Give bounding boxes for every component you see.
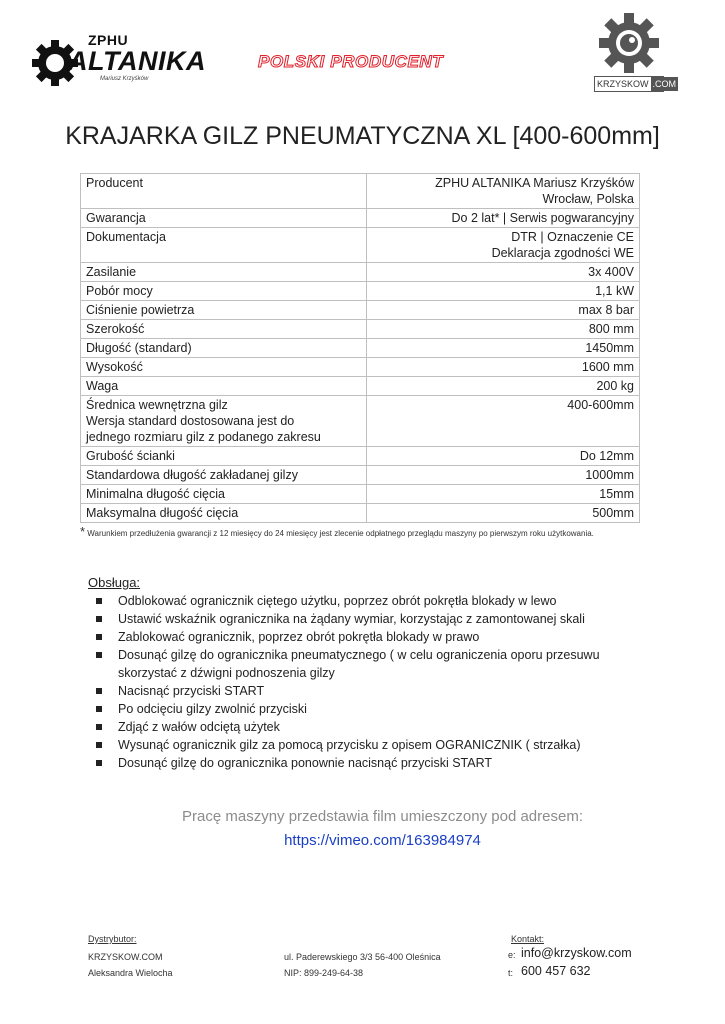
table-row bbox=[81, 358, 640, 377]
table-row bbox=[81, 504, 640, 523]
spec-value: 500mm bbox=[367, 504, 640, 523]
table-row bbox=[81, 263, 640, 282]
table-row bbox=[81, 377, 640, 396]
list-item: Zdjąć z wałów odciętą użytek bbox=[96, 718, 656, 736]
phone-prefix: t: bbox=[508, 968, 514, 978]
spec-label: Średnica wewnętrzna gilz Wersja standard dostosowana jest do jednego rozmiaru gilz z podanego zakresu bbox=[81, 396, 367, 447]
bullet-icon bbox=[96, 706, 102, 712]
instructions-list bbox=[96, 592, 656, 772]
table-row bbox=[81, 301, 640, 320]
spec-value: 1600 mm bbox=[367, 358, 640, 377]
list-item: Wysunąć ogranicznik gilz za pomocą przycisku z opisem OGRANICZNIK ( strzałka) bbox=[96, 736, 656, 754]
spec-label: Szerokość bbox=[81, 320, 367, 339]
list-item: Zablokować ogranicznik, poprzez obrót pokrętła blokady w prawo bbox=[96, 628, 656, 646]
spec-label: Gwarancja bbox=[81, 209, 367, 228]
email-prefix: e: bbox=[508, 950, 516, 960]
distributor-name: KRZYSKOW.COM bbox=[88, 952, 163, 962]
vimeo-link[interactable]: https://vimeo.com/163984974 bbox=[284, 832, 481, 849]
spec-label: Zasilanie bbox=[81, 263, 367, 282]
logo-name-text: ALTANIKA bbox=[68, 46, 206, 76]
spec-value: 3x 400V bbox=[367, 263, 640, 282]
table-row bbox=[81, 209, 640, 228]
list-item: Ustawić wskaźnik ogranicznika na żądany wymiar, korzystając z zamontowanej skali bbox=[96, 610, 656, 628]
bullet-icon bbox=[96, 742, 102, 748]
spec-value: 1000mm bbox=[367, 466, 640, 485]
contact-email[interactable]: info@krzyskow.com bbox=[521, 946, 632, 960]
spec-value: DTR | Oznaczenie CE Deklaracja zgodności WE bbox=[367, 228, 640, 263]
spec-label: Maksymalna długość cięcia bbox=[81, 504, 367, 523]
spec-label: Waga bbox=[81, 377, 367, 396]
list-item: Po odcięciu gilzy zwolnić przyciski bbox=[96, 700, 656, 718]
spec-value: 15mm bbox=[367, 485, 640, 504]
table-row bbox=[81, 282, 640, 301]
spec-label: Ciśnienie powietrza bbox=[81, 301, 367, 320]
badge-domain: .COM bbox=[652, 79, 677, 89]
spec-label: Standardowa długość zakładanej gilzy bbox=[81, 466, 367, 485]
table-row bbox=[81, 339, 640, 358]
spec-label: Grubość ścianki bbox=[81, 447, 367, 466]
krzyskow-logo bbox=[594, 12, 677, 94]
gear-icon bbox=[596, 12, 662, 74]
logo-sub-text: Mariusz Krzyśków bbox=[100, 76, 149, 82]
contact-phone[interactable]: 600 457 632 bbox=[521, 964, 591, 978]
list-item: Dosunąć gilzę do ogranicznika pneumatycznego ( w celu ograniczenia oporu przesuwu skorzystać z dźwigni podnoszenia gilzy bbox=[96, 646, 656, 682]
spec-value: 400-600mm bbox=[367, 396, 640, 447]
spec-label: Minimalna długość cięcia bbox=[81, 485, 367, 504]
list-item: Nacisnąć przyciski START bbox=[96, 682, 656, 700]
table-row bbox=[81, 466, 640, 485]
list-item: Odblokować ogranicznik ciętego użytku, poprzez obrót pokrętła blokady w lewo bbox=[96, 592, 656, 610]
bullet-icon bbox=[96, 760, 102, 766]
spec-label: Wysokość bbox=[81, 358, 367, 377]
spec-value: 1450mm bbox=[367, 339, 640, 358]
film-caption: Pracę maszyny przedstawia film umieszczony pod adresem: bbox=[182, 808, 583, 825]
altanika-logo bbox=[30, 32, 206, 92]
bullet-icon bbox=[96, 724, 102, 730]
distributor-nip: NIP: 899-249-64-38 bbox=[284, 968, 364, 978]
distributor-label: Dystrybutor: bbox=[88, 934, 137, 944]
badge-name: KRZYSKOW bbox=[597, 79, 649, 89]
table-row bbox=[81, 485, 640, 504]
bullet-icon bbox=[96, 634, 102, 640]
spec-value: 200 kg bbox=[367, 377, 640, 396]
spec-value: Do 12mm bbox=[367, 447, 640, 466]
table-row bbox=[81, 447, 640, 466]
contact-label: Kontakt: bbox=[511, 934, 545, 944]
spec-value: Do 2 lat* | Serwis pogwarancyjny bbox=[367, 209, 640, 228]
table-row bbox=[81, 174, 640, 209]
footnote-text: Warunkiem przedłużenia gwarancji z 12 miesięcy do 24 miesięcy jest zlecenie odpłatnego przeglądu maszyny po pierwszym roku użytkowania. bbox=[87, 529, 594, 538]
table-row bbox=[81, 228, 640, 263]
footnote-mark: * bbox=[80, 524, 86, 539]
instructions-heading: Obsługa: bbox=[88, 575, 141, 590]
spec-value: 1,1 kW bbox=[367, 282, 640, 301]
logo-zphu-text: ZPHU bbox=[88, 32, 129, 48]
spec-label: Długość (standard) bbox=[81, 339, 367, 358]
spec-label: Producent bbox=[81, 174, 367, 209]
distributor-address: ul. Paderewskiego 3/3 56-400 Oleśnica bbox=[284, 952, 441, 962]
table-row bbox=[81, 396, 640, 447]
krzyskow-badge bbox=[594, 76, 677, 92]
bullet-icon bbox=[96, 598, 102, 604]
distributor-person: Aleksandra Wielocha bbox=[88, 968, 173, 978]
warranty-footnote bbox=[80, 524, 640, 541]
slogan: POLSKI PRODUCENT bbox=[258, 52, 444, 71]
bullet-icon bbox=[96, 652, 102, 658]
bullet-icon bbox=[96, 616, 102, 622]
table-row bbox=[81, 320, 640, 339]
page-title: KRAJARKA GILZ PNEUMATYCZNA XL [400-600mm] bbox=[65, 122, 660, 150]
spec-value: ZPHU ALTANIKA Mariusz Krzyśków Wrocław, Polska bbox=[367, 174, 640, 209]
spec-label: Dokumentacja bbox=[81, 228, 367, 263]
spec-value: max 8 bar bbox=[367, 301, 640, 320]
bullet-icon bbox=[96, 688, 102, 694]
spec-value: 800 mm bbox=[367, 320, 640, 339]
spec-label: Pobór mocy bbox=[81, 282, 367, 301]
list-item: Dosunąć gilzę do ogranicznika ponownie nacisnąć przyciski START bbox=[96, 754, 656, 772]
spec-table bbox=[80, 173, 640, 523]
